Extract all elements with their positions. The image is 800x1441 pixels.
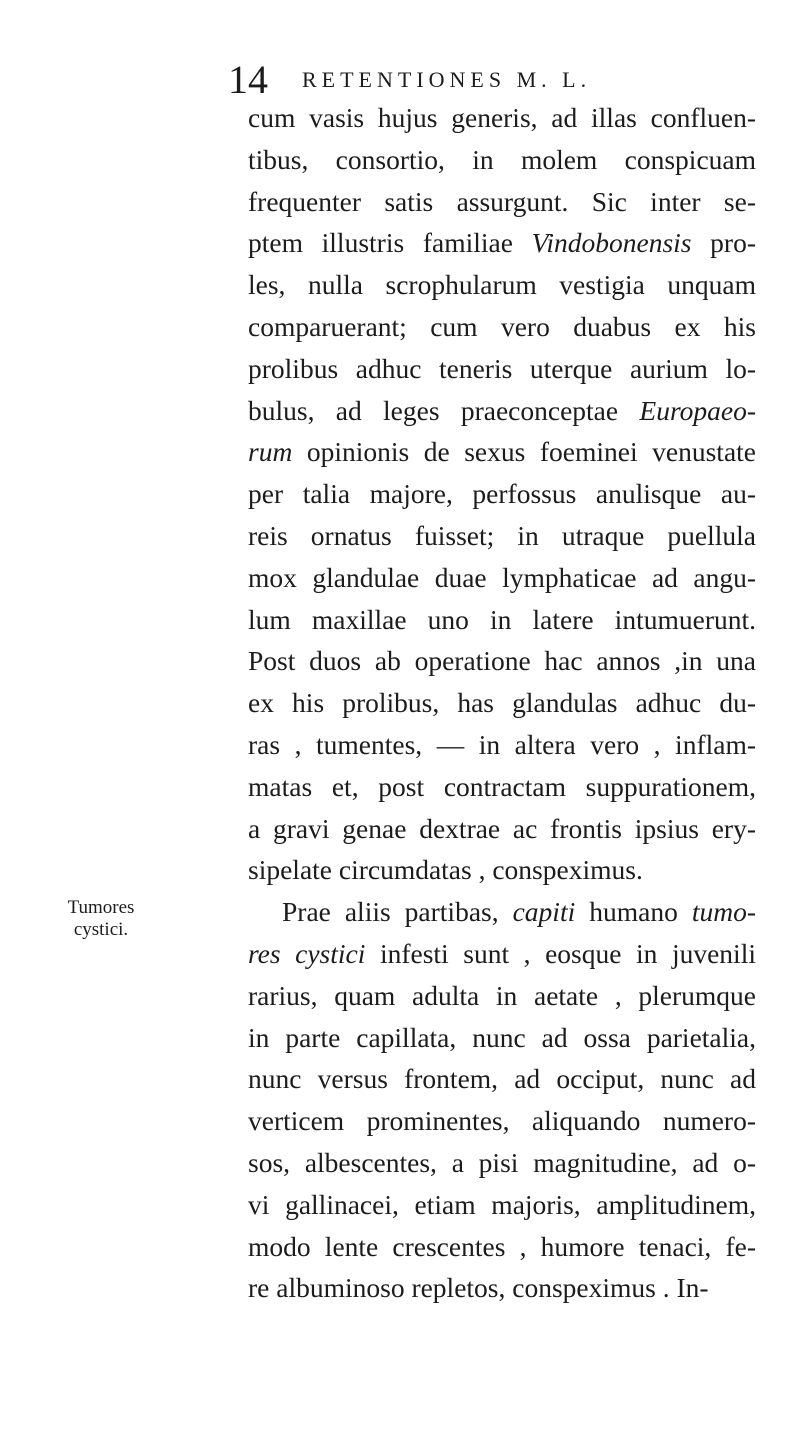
italic-text: Europaeo- bbox=[639, 394, 756, 426]
marginal-note-line: Tumores bbox=[67, 897, 135, 918]
running-title: RETENTIONES M. L. bbox=[302, 66, 592, 92]
text-line bbox=[248, 1142, 756, 1184]
text-line bbox=[248, 1100, 756, 1142]
text-line bbox=[248, 348, 756, 390]
body-text bbox=[248, 97, 756, 1309]
text-segment: lum maxillae uno in latere intumuerunt. bbox=[248, 603, 756, 635]
text-line bbox=[248, 473, 756, 515]
text-line bbox=[248, 264, 756, 306]
text-segment: nunc versus frontem, ad occiput, nunc ad bbox=[248, 1063, 756, 1095]
text-segment: rarius, quam adulta in aetate , plerumque bbox=[248, 979, 756, 1011]
text-line bbox=[248, 1017, 756, 1059]
italic-text: Vindobonensis bbox=[531, 227, 692, 259]
text-segment: bulus, ad leges praeconceptae bbox=[248, 394, 640, 426]
text-line bbox=[248, 1226, 756, 1268]
italic-text: res cystici bbox=[248, 937, 366, 969]
text-line bbox=[248, 222, 756, 264]
text-segment: les, nulla scrophularum vestigia unquam bbox=[248, 269, 756, 301]
marginal-note bbox=[36, 897, 166, 941]
text-segment: reis ornatus fuisset; in utraque puellula bbox=[248, 519, 756, 551]
text-line bbox=[248, 808, 756, 850]
text-segment: ptem illustris familiae bbox=[248, 227, 532, 259]
text-segment: opinionis de sexus foeminei venustate bbox=[292, 436, 756, 468]
text-segment: cum vasis hujus generis, ad illas confluen- bbox=[248, 102, 756, 133]
text-line bbox=[248, 515, 756, 557]
text-segment: in parte capillata, nunc ad ossa parietalia, bbox=[248, 1021, 756, 1053]
text-line bbox=[248, 139, 756, 181]
italic-text: capiti bbox=[512, 896, 576, 928]
text-segment: matas et, post contractam suppurationem, bbox=[248, 770, 756, 802]
text-line bbox=[248, 1184, 756, 1226]
text-segment: ras , tumentes, — in altera vero , inflam- bbox=[248, 728, 756, 760]
text-segment: frequenter satis assurgunt. Sic inter se- bbox=[248, 185, 756, 217]
text-segment: re albuminoso repletos, conspeximus . In- bbox=[248, 1272, 709, 1304]
text-segment: sipelate circumdatas , conspeximus. bbox=[248, 854, 643, 886]
text-segment: mox glandulae duae lymphaticae ad angu- bbox=[248, 561, 756, 593]
text-segment: vi gallinacei, etiam majoris, amplitudinem, bbox=[248, 1188, 756, 1220]
text-line bbox=[248, 724, 756, 766]
text-segment: a gravi genae dextrae ac frontis ipsius ery- bbox=[248, 812, 756, 844]
text-segment: pro- bbox=[691, 227, 756, 259]
text-line bbox=[248, 849, 756, 891]
text-segment: comparuerant; cum vero duabus ex his bbox=[248, 310, 756, 342]
text-line bbox=[248, 1267, 756, 1309]
text-line bbox=[248, 640, 756, 682]
text-line bbox=[248, 431, 756, 473]
text-line bbox=[248, 390, 756, 432]
text-segment: infesti sunt , eosque in juvenili bbox=[365, 937, 756, 969]
text-segment: tibus, consortio, in molem conspicuam bbox=[248, 143, 756, 175]
text-segment: ex his prolibus, has glandulas adhuc du- bbox=[248, 687, 756, 719]
text-segment: per talia majore, perfossus anulisque au- bbox=[248, 478, 756, 510]
italic-text: tumo- bbox=[691, 896, 756, 928]
text-segment: modo lente crescentes , humore tenaci, fe- bbox=[248, 1230, 756, 1262]
marginal-note-line: cystici. bbox=[73, 919, 129, 940]
text-segment: Post duos ab operatione hac annos ,in una bbox=[248, 645, 756, 677]
italic-text: rum bbox=[248, 436, 293, 468]
text-segment: humano bbox=[575, 896, 692, 928]
text-line bbox=[248, 891, 756, 933]
text-segment: Prae aliis partibas, bbox=[282, 896, 513, 928]
text-segment: prolibus adhuc teneris uterque aurium lo- bbox=[248, 352, 756, 384]
text-line bbox=[248, 766, 756, 808]
text-line bbox=[248, 975, 756, 1017]
page-number: 14 bbox=[228, 57, 268, 102]
text-line bbox=[248, 599, 756, 641]
text-line bbox=[248, 682, 756, 724]
text-line bbox=[248, 1058, 756, 1100]
text-segment: verticem prominentes, aliquando numero- bbox=[248, 1105, 756, 1137]
text-line bbox=[248, 306, 756, 348]
text-segment: sos, albescentes, a pisi magnitudine, ad o- bbox=[248, 1146, 756, 1178]
text-line bbox=[248, 97, 756, 139]
text-line bbox=[248, 933, 756, 975]
text-line bbox=[248, 181, 756, 223]
text-line bbox=[248, 557, 756, 599]
